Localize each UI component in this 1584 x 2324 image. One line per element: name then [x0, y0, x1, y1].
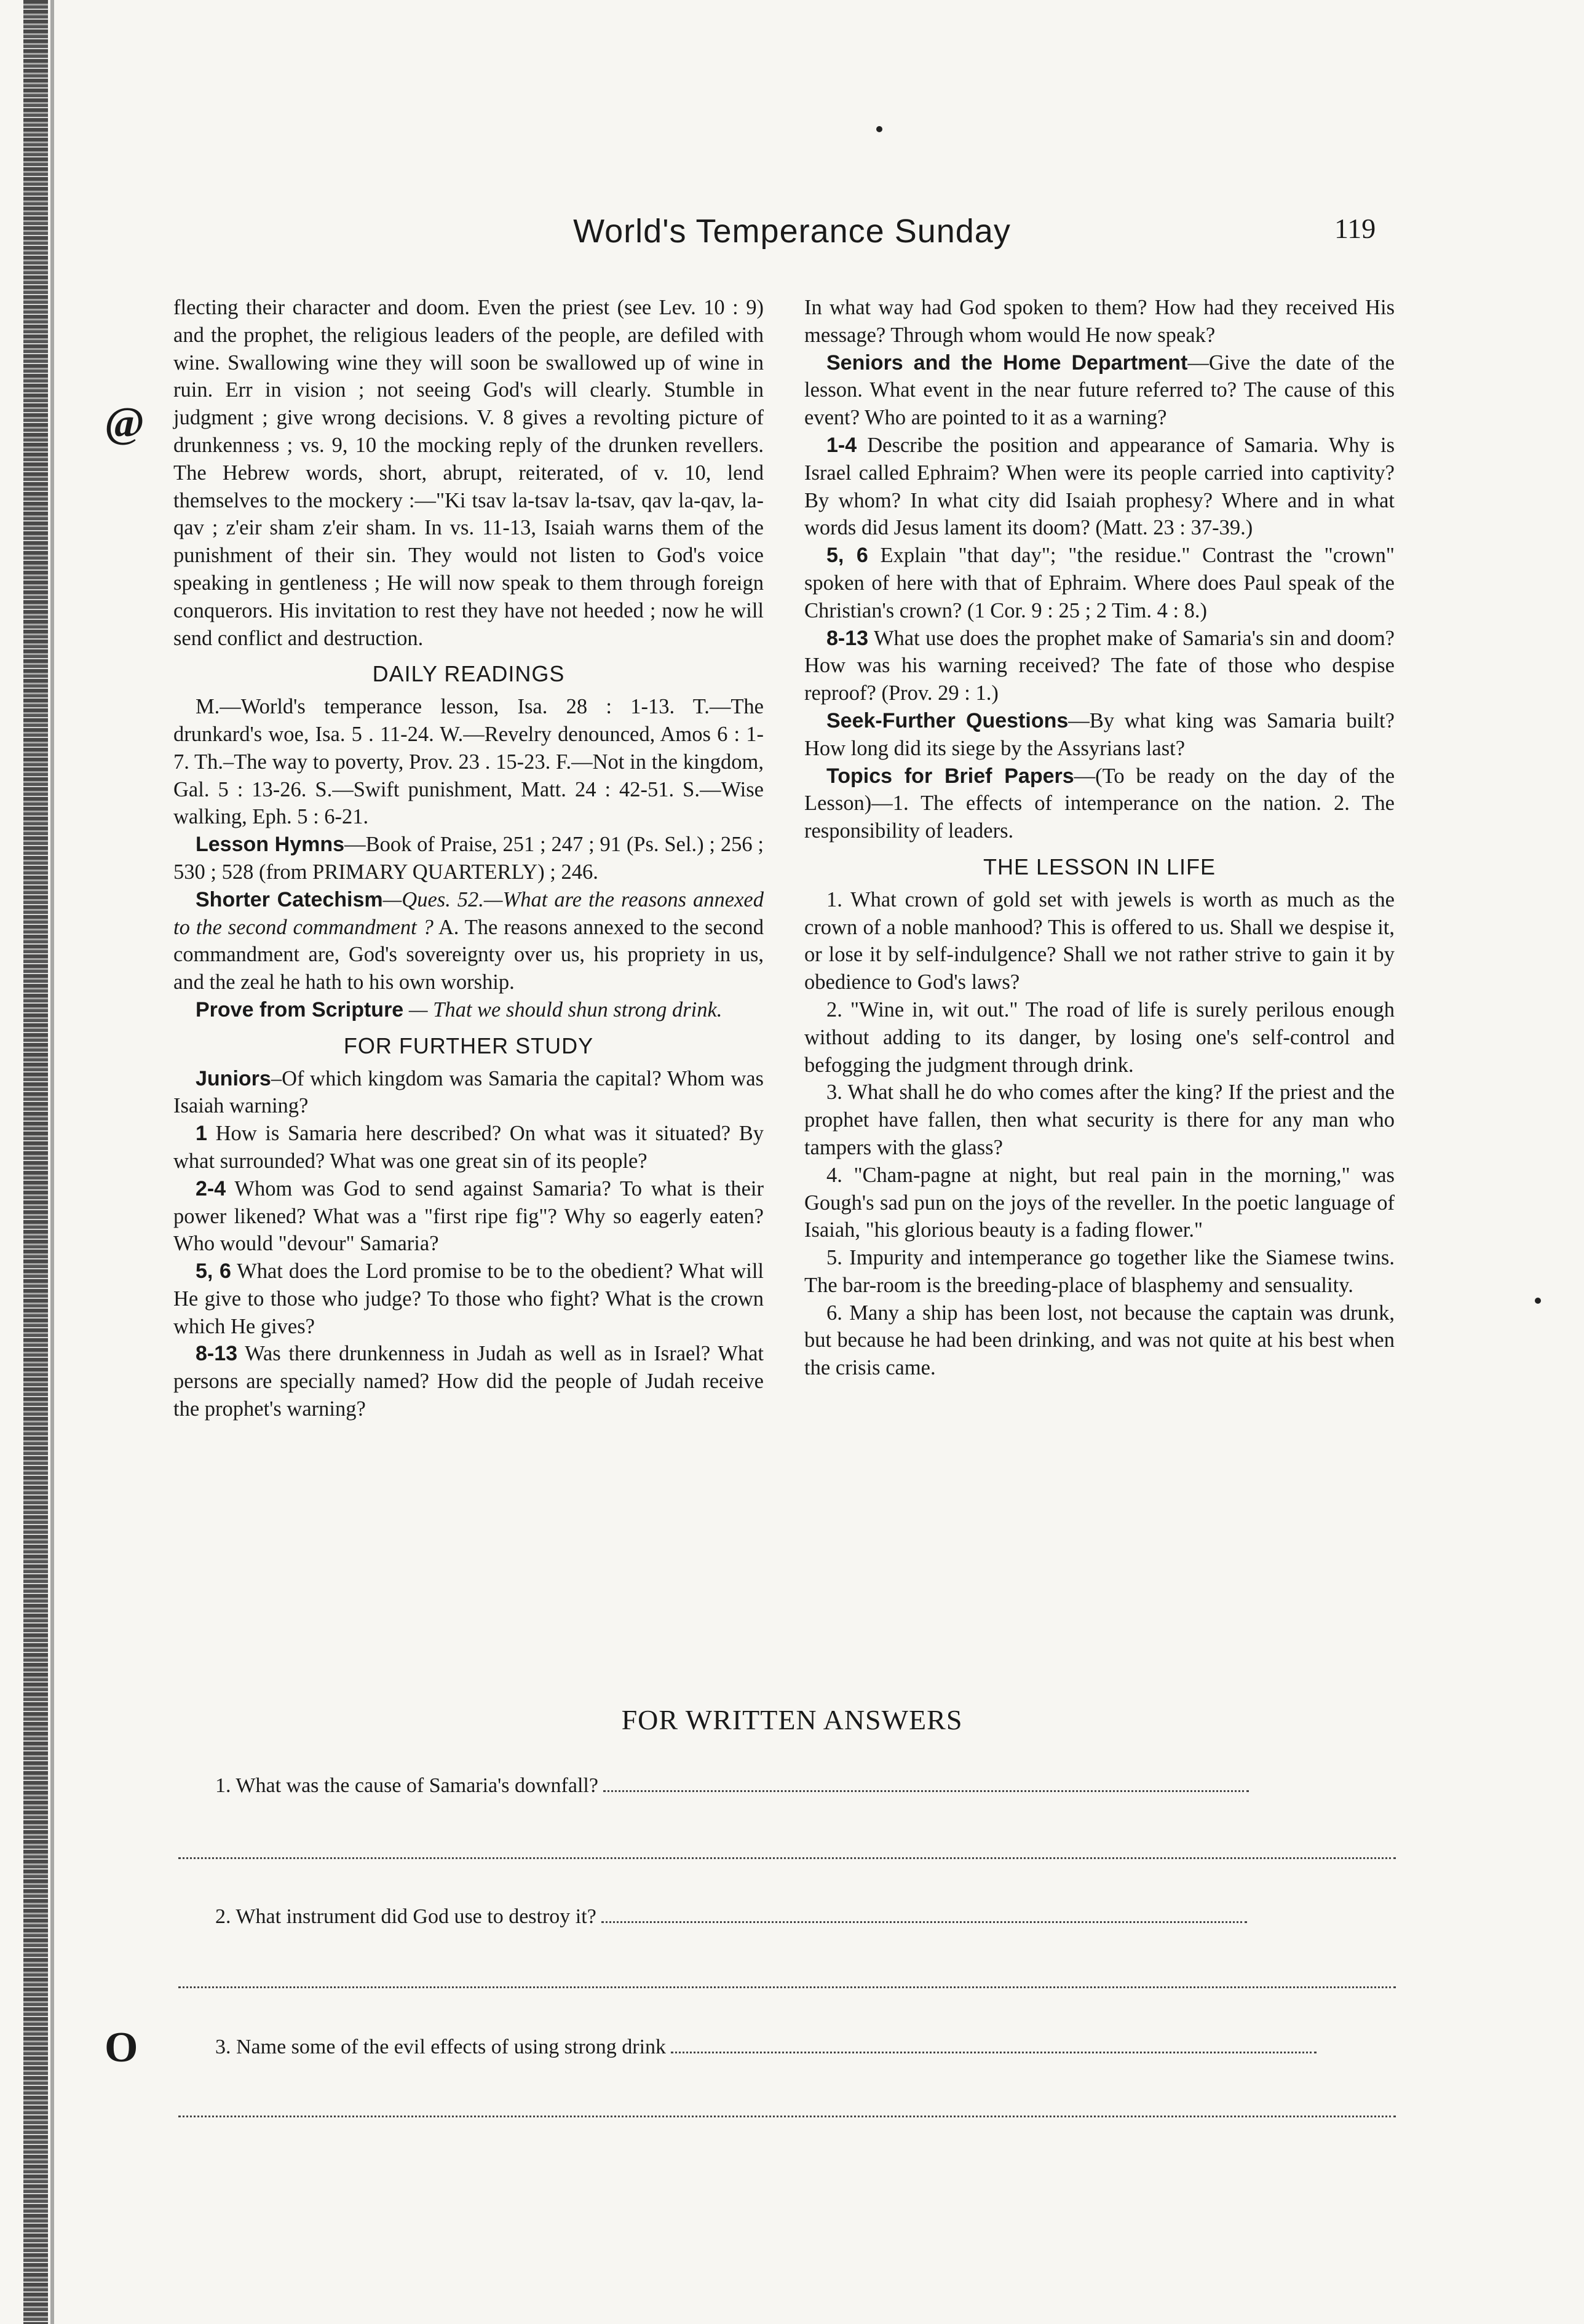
life-item: 3. What shall he do who comes after the king? If the priest and the prophet have fallen, then what security is there for any man who tampers with the glass? — [804, 1081, 1395, 1159]
answer-line[interactable] — [603, 1790, 1249, 1792]
life-item: 5. Impurity and intemperance go together like the Siamese twins. The bar-room is the breeding-place of blasphemy and sensuality. — [804, 1246, 1395, 1297]
study-item — [173, 1340, 764, 1422]
study-item-number: 1 — [196, 1122, 207, 1146]
answer-line[interactable] — [178, 1986, 1396, 1988]
study-item — [173, 1120, 764, 1175]
margin-mark-lower: O — [105, 2024, 138, 2071]
prove-lead: Prove from Scripture — [196, 997, 404, 1021]
life-item: 4. "Cham-pagne at night, but real pain in the morning," was Gough's sad pun on the joys of the reveller. In the poetic language of Isaiah, "his glorious beauty is a fading flower." — [804, 1163, 1395, 1242]
senior-item-number: 1-4 — [826, 433, 857, 457]
lesson-hymns — [173, 831, 764, 886]
shorter-catechism — [173, 886, 764, 996]
written-question — [215, 2036, 1317, 2059]
answer-line[interactable] — [178, 2116, 1396, 2117]
senior-item — [804, 542, 1395, 624]
topics-lead: Topics for Brief Papers — [826, 764, 1074, 788]
study-item-number: 8-13 — [196, 1342, 238, 1366]
speck — [1535, 1298, 1541, 1304]
right-column — [804, 294, 1395, 1382]
lesson-in-life-heading: THE LESSON IN LIFE — [983, 854, 1216, 879]
life-item: 2. "Wine in, wit out." The road of life is surely perilous enough without adding to its danger, by losing one's self-control and befogging the judgment through drink. — [804, 997, 1395, 1077]
study-item-text: What does the Lord promise to be to the obedient? What will He give to those who judge? To those who fight? What is the crown which He gives? — [173, 1259, 764, 1338]
prove-text: — That we should shun strong drink. — [403, 997, 723, 1021]
senior-item-text: Explain "that day"; "the residue." Contrast the "crown" spoken of here with that of Ephraim. Where does Paul speak of the Christian's crown? (1 Cor. 9 : 25 ; 2 Tim. 4 : 8.) — [804, 544, 1395, 622]
speck — [876, 126, 882, 132]
seek-lead: Seek-Further Questions — [826, 708, 1069, 732]
senior-item-number: 5, 6 — [826, 544, 868, 568]
topics-text: —(To be ready on the day of the Lesson)—1. The effects of intemperance on the nation. 2. The responsibility of leaders. — [804, 764, 1395, 843]
catechism-lead: Shorter Catechism — [196, 887, 383, 911]
seek-further-questions — [804, 707, 1395, 763]
juniors-lead: Juniors — [196, 1066, 271, 1090]
study-item-number: 2-4 — [196, 1176, 226, 1200]
written-question-text: 3. Name some of the evil effects of using strong drink — [215, 2036, 667, 2058]
answer-line[interactable] — [178, 1857, 1396, 1859]
juniors — [173, 1065, 764, 1120]
senior-item — [804, 625, 1395, 707]
study-item-text: How is Samaria here described? On what was it situated? By what surrounded? What was one great sin of its people? — [173, 1122, 764, 1173]
written-question — [215, 1905, 1247, 1929]
seniors — [804, 349, 1395, 432]
page-binding-edge — [23, 0, 48, 2324]
topics-for-brief-papers — [804, 763, 1395, 845]
lesson-hymns-lead: Lesson Hymns — [196, 833, 345, 857]
lesson-hymns-text: —Book of Praise, 251 ; 247 ; 91 (Ps. Sel.) ; 256 ; 530 ; 528 (from PRIMARY QUARTERLY) ; 246. — [173, 833, 764, 884]
juniors-text: –Of which kingdom was Samaria the capital? Whom was Isaiah warning? — [173, 1066, 764, 1118]
written-question-text: 1. What was the cause of Samaria's downfall? — [215, 1774, 598, 1797]
study-item — [173, 1175, 764, 1258]
senior-item-text: Describe the position and appearance of Samaria. Why is Israel called Ephraim? When were its people carried into captivity? By whom? In what city did Isaiah prophesy? Where and in what words did Jesus lament its doom? (Matt. 23 : 37-39.) — [804, 433, 1395, 540]
seniors-lead: Seniors and the Home Department — [826, 351, 1188, 375]
left-column — [173, 294, 764, 1423]
daily-readings-heading: DAILY READINGS — [372, 661, 565, 687]
seniors-text: —Give the date of the lesson. What event in the near future referred to? The cause of this event? Who are pointed to it as a warning? — [804, 351, 1395, 430]
prove-from-scripture — [173, 996, 764, 1024]
daily-readings: M.—World's temperance lesson, Isa. 28 : 1-13. T.—The drunkard's woe, Isa. 5 . 11-24. W.—Revelry denounced, Amos 6 : 1-7. Th.–The way to poverty, Prov. 23 . 15-23. F.—Not in the kingdom, Gal. 5 : 13-26. S.—Swift punishment, Matt. 24 : 42-51. S.—Wise walking, Eph. 5 : 6-21. — [173, 695, 764, 829]
seek-text: —By what king was Samaria built? How long did its siege by the Assyrians last? — [804, 708, 1395, 760]
catechism-question: —Ques. 52.—What are the reasons annexed to the second commandment ? — [173, 887, 764, 939]
further-study-heading: FOR FURTHER STUDY — [343, 1033, 594, 1058]
senior-item-number: 8-13 — [826, 626, 869, 650]
senior-item-text: What use does the prophet make of Samaria's sin and doom? How was his warning received? The fate of those who despise reproof? (Prov. 29 : 1.) — [804, 626, 1395, 705]
page-number: 119 — [1334, 213, 1376, 244]
answer-line[interactable] — [601, 1921, 1247, 1923]
answer-line[interactable] — [671, 2052, 1317, 2053]
written-question-text: 2. What instrument did God use to destroy it? — [215, 1905, 596, 1928]
study-item-text: Was there drunkenness in Judah as well as in Israel? What persons are specially named? How did the people of Judah receive the prophet's warning? — [173, 1342, 764, 1421]
life-item: 1. What crown of gold set with jewels is worth as much as the crown of a noble manhood? This is offered to us. Shall we despise it, or lose it by self-indulgence? Shall we not rather strive to gain it by obedience to God's laws? — [804, 887, 1395, 994]
continued-paragraph: In what way had God spoken to them? How had they received His message? Through whom would He now speak? — [804, 296, 1395, 347]
margin-mark-upper: @ — [105, 399, 145, 446]
catechism-answer: A. The reasons annexed to the second commandment are, God's sovereignty over us, his propriety in us, and the zeal he hath to his own worship. — [173, 915, 764, 994]
life-item: 6. Many a ship has been lost, not because the captain was drunk, but because he had been drinking, and was not quite at his best when the crisis came. — [804, 1301, 1395, 1380]
intro-paragraph: flecting their character and doom. Even the priest (see Lev. 10 : 9) and the prophet, the religious leaders of the people, are defiled with wine. Swallowing wine they will soon be swallowed up of wine in ruin. Err in vision ; not seeing God's will clearly. Stumble in judgment ; give wrong decisions. V. 8 gives a revolting picture of drunkenness ; vs. 9, 10 the mocking reply of the drunken revellers. The Hebrew words, short, abrupt, reiterated, of v. 10, lend themselves to the mockery :—"Ki tsav la-tsav la-tsav, qav la-qav, la-qav ; z'eir sham z'eir sham. In vs. 11-13, Isaiah warns them of the punishment of their sin. They would not listen to God's voice speaking in gentleness ; He will now speak to them through foreign conquerors. His invitation to rest they have not heeded ; now he will send conflict and destruction. — [173, 296, 764, 650]
written-question — [215, 1774, 1249, 1798]
written-answers-heading: FOR WRITTEN ANSWERS — [621, 1704, 963, 1735]
study-item — [173, 1258, 764, 1340]
study-item-number: 5, 6 — [196, 1259, 231, 1283]
running-header-title: World's Temperance Sunday — [573, 213, 1011, 250]
senior-item — [804, 432, 1395, 542]
study-item-text: Whom was God to send against Samaria? To what is their power likened? What was a "first ripe fig"? Why so eagerly eaten? Who would "devour" Samaria? — [173, 1176, 764, 1256]
binding-shadow — [50, 0, 54, 2324]
